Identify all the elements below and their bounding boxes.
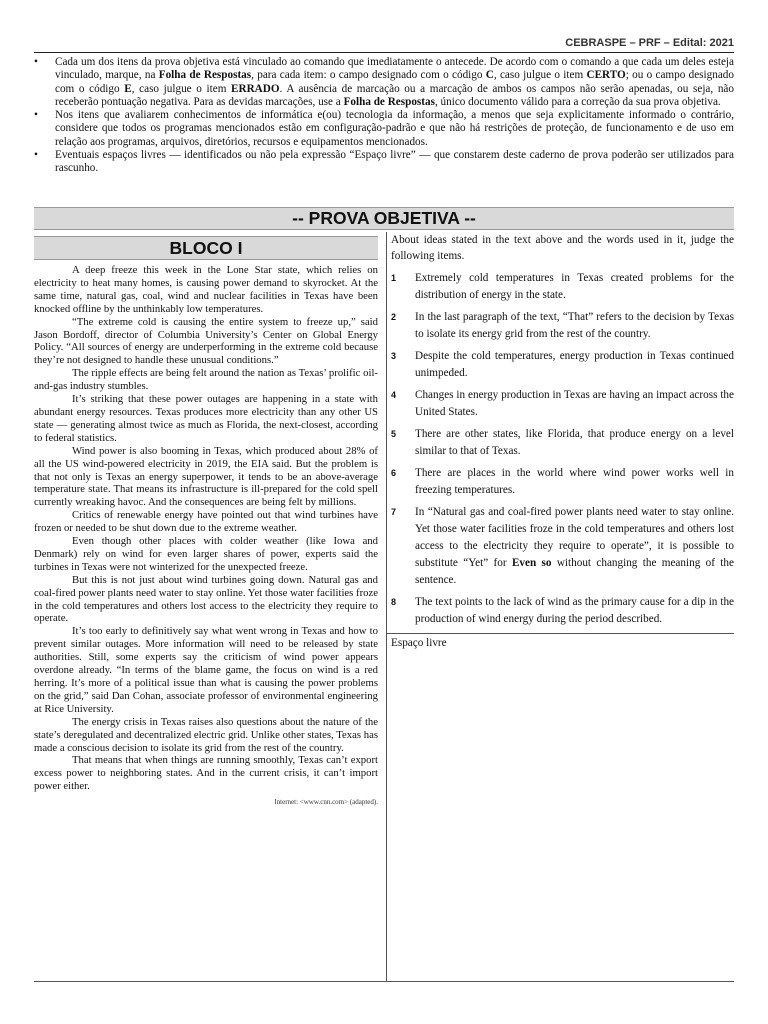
- item-number: 2: [391, 312, 397, 322]
- item-number: 5: [391, 429, 397, 439]
- item-text: In “Natural gas and coal-fired power plants need water to stay online. Yet those water facilities froze in the cold temperatures and others lost access to the electricity they require to operate”, it is possible to substitute “Yet” for: [415, 506, 734, 569]
- item-number: 4: [391, 390, 397, 400]
- passage-source: Internet: <www.cnn.com> (adapted).: [274, 798, 378, 807]
- passage-paragraph: It’s too early to definitively say what went wrong in Texas and how to prevent similar outages. More information will need to be released by state authorities. Still, some experts say the criticism of wind power appears overdone already. “In terms of the blame game, the focus on wind is a red herring. It’s more of a political issue than what is causing the power problems on the grid,” said Dan Cohan, associate professor of environmental engineering at Rice University.: [34, 625, 378, 715]
- passage-paragraph: But this is not just about wind turbines going down. Natural gas and coal-fired power plants need water to stay online. Yet those water facilities froze in the cold temperatures and others lost access to the electricity they require to operate.: [34, 573, 378, 625]
- passage-paragraph: Critics of renewable energy have pointed out that wind turbines have frozen or needed to be shut down due to the extreme weather.: [34, 509, 378, 535]
- item-statement: [415, 387, 734, 421]
- instruction-item: [34, 56, 734, 109]
- items-column: [391, 233, 734, 650]
- question-item: [391, 465, 734, 499]
- instruction-bold: C: [485, 69, 494, 82]
- item-text: There are other states, like Florida, that produce energy on a level similar to that of Texas.: [415, 428, 734, 457]
- item-statement: [415, 594, 734, 628]
- passage-paragraph: Even though other places with colder weather (like Iowa and Denmark) rely on wind for even larger shares of power, experts said the turbines in Texas were not winterized for the unexpected freeze.: [34, 535, 378, 573]
- instruction-text: . A ausência de marcação ou a marcação de ambos os campos não serão apenadas, ou seja, não receberão pontuação negativa. Para as devidas marcações, use a: [55, 82, 734, 108]
- instruction-text: , para cada item: o campo designado com o código: [251, 69, 486, 82]
- instruction-bold: ERRADO: [231, 82, 280, 95]
- instruction-bold: Folha de Respostas: [343, 95, 435, 108]
- passage-column: [34, 236, 378, 806]
- column-divider: [386, 232, 387, 981]
- instruction-text: Nos itens que avaliarem conhecimentos de informática e(ou) tecnologia da informação, a menos que seja explicitamente informado o contrário, considere que todos os programas mencionados estão em configuração-padrão e que não há restrições de proteção, de funcionamento e de uso em relação aos programas, arquivos, diretórios, recursos e equipamentos mencionados.: [55, 109, 734, 148]
- item-text: The text points to the lack of wind as the primary cause for a dip in the production of wind energy during the period described.: [415, 596, 734, 625]
- instruction-text: Eventuais espaços livres — identificados ou não pela expressão “Espaço livre” — que constarem deste caderno de prova poderão ser utilizados para rascunho.: [55, 149, 734, 175]
- question-item: [391, 594, 734, 628]
- item-number: 1: [391, 273, 397, 283]
- item-statement: [415, 309, 734, 343]
- instruction-bold: CERTO: [586, 69, 626, 82]
- question-item: [391, 504, 734, 589]
- passage-paragraph: Wind power is also booming in Texas, which produced about 28% of all the US wind-powered electricity in 2019, the EIA said. But the problem is that not only is Texas an energy superpower, it tends to be an above-average temperature state. That means its infrastructure is ill-prepared for the cold spell currently wreaking havoc. And the consequences are being felt by millions.: [34, 444, 378, 509]
- instruction-text: Cada um dos itens da prova objetiva está vinculado ao comando que imediatamente o antecede. De acordo com o comando a que cada um deles esteja vinculado, marque, na: [55, 56, 734, 82]
- question-item: [391, 387, 734, 421]
- question-item: [391, 348, 734, 382]
- instruction-text: , caso julgue o item: [131, 82, 232, 95]
- item-statement: [415, 426, 734, 460]
- espaco-divider: [386, 633, 734, 634]
- footer-divider: [34, 981, 734, 982]
- item-text: There are places in the world where wind power works well in freezing temperatures.: [415, 467, 734, 496]
- passage-paragraph: “The extreme cold is causing the entire system to freeze up,” said Jason Bordoff, director of Columbia University’s Center on Global Energy Policy. “All sources of energy are underperforming in the extreme cold because they’re not designed to handle these unusual conditions.”: [34, 315, 378, 367]
- instruction-item: [34, 149, 734, 176]
- item-statement: [415, 504, 734, 589]
- espaco-livre-label: Espaço livre: [391, 637, 447, 649]
- instruction-text: , caso julgue o item: [493, 69, 587, 82]
- items-intro: About ideas stated in the text above and the words used in it, judge the following items.: [391, 234, 734, 262]
- item-text: Changes in energy production in Texas are having an impact across the United States.: [415, 389, 734, 418]
- instruction-text: ; ou o campo designado com o código: [55, 69, 734, 95]
- section-title: -- PROVA OBJETIVA --: [34, 207, 734, 230]
- instructions-list: [34, 56, 734, 176]
- item-text-bold: Even so: [511, 557, 552, 569]
- item-number: 6: [391, 468, 397, 478]
- exam-header: CEBRASPE – PRF – Edital: 2021: [565, 37, 734, 49]
- question-item: [391, 426, 734, 460]
- item-statement: [415, 465, 734, 499]
- item-text: Despite the cold temperatures, energy production in Texas continued unimpeded.: [415, 350, 734, 379]
- item-text: In the last paragraph of the text, “That” refers to the decision by Texas to isolate its energy grid from the rest of the country.: [415, 311, 734, 340]
- question-item: [391, 270, 734, 304]
- item-text: Extremely cold temperatures in Texas created problems for the distribution of energy in the state.: [415, 272, 734, 301]
- item-number: 7: [391, 507, 397, 517]
- block-title: BLOCO I: [34, 236, 378, 260]
- item-text: without changing the meaning of the sentence.: [415, 557, 734, 586]
- passage-paragraph: The energy crisis in Texas raises also questions about the nature of the state’s deregulated and decentralized electric grid. Unlike other states, Texas has made a conscious decision to isolate its grid from the rest of the country.: [34, 715, 378, 754]
- instruction-bold: Folha de Respostas: [158, 69, 252, 82]
- item-number: 8: [391, 597, 397, 607]
- instruction-text: , único documento válido para a correção da sua prova objetiva.: [434, 95, 721, 108]
- item-statement: [415, 348, 734, 382]
- item-number: 3: [391, 351, 397, 361]
- passage-text: [34, 264, 378, 793]
- passage-paragraph: A deep freeze this week in the Lone Star state, which relies on electricity to heat many homes, is causing power demand to skyrocket. At the same time, natural gas, coal, wind and nuclear facilities in Texas have been knocked offline by the unthinkably low temperatures.: [34, 264, 378, 315]
- question-item: [391, 309, 734, 343]
- passage-paragraph: It’s striking that these power outages are happening in a state with abundant energy resources. Texas produces more electricity than any other US state — generating almost twice as much as Florida, the next-closest, according to federal statistics.: [34, 393, 378, 444]
- passage-paragraph: The ripple effects are being felt around the nation as Texas’ prolific oil-and-gas industry stumbles.: [34, 367, 378, 393]
- header-divider: [34, 52, 734, 53]
- instruction-bold: E: [124, 82, 132, 95]
- item-statement: [415, 270, 734, 304]
- instruction-item: [34, 109, 734, 149]
- passage-paragraph: That means that when things are running smoothly, Texas can’t export excess power to neighboring states. And in the current crisis, it can’t import power either.: [34, 754, 378, 793]
